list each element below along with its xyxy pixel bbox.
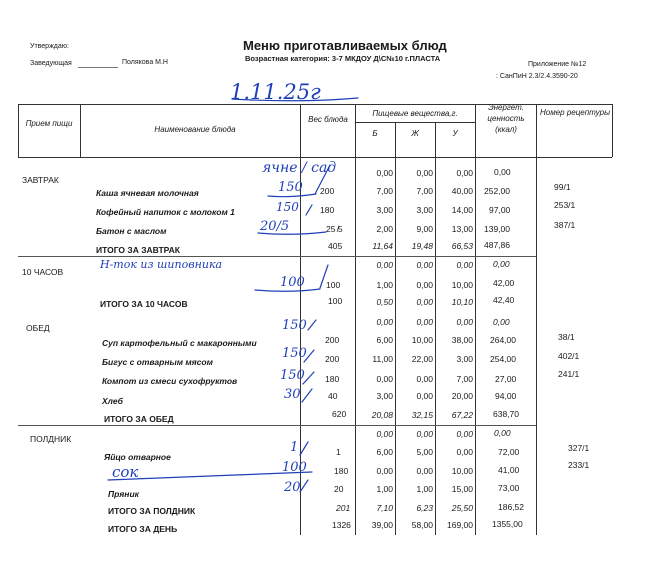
cell-kcal: 638,70 xyxy=(493,409,519,419)
section-breakfast: ЗАВТРАК xyxy=(22,175,59,185)
cell-zh: 0,00 xyxy=(416,466,433,476)
cell-recipe: 233/1 xyxy=(568,460,590,470)
pen-underline xyxy=(268,194,316,197)
cell-recipe: 253/1 xyxy=(554,200,576,210)
cell-kcal: 94,00 xyxy=(495,391,517,401)
pen-slash xyxy=(304,350,314,362)
cell-weight: 25 ̸5 xyxy=(326,224,343,234)
cell-u: 0,00 xyxy=(456,447,473,457)
cell-zh: 6,23 xyxy=(416,503,433,513)
header-dish: Наименование блюда xyxy=(154,125,236,134)
cell-u: 169,00 xyxy=(447,520,473,530)
cell-u: 15,00 xyxy=(451,484,473,494)
header-zh: Ж xyxy=(411,129,419,138)
cell-zh: 22,00 xyxy=(411,354,433,364)
handwritten-ten-note: Н-ток из шиповника xyxy=(100,258,223,271)
cell-zh: 1,00 xyxy=(416,484,433,494)
dish-name: Каша ячневая молочная xyxy=(96,188,199,198)
handwritten-weight: 1 xyxy=(290,440,299,455)
pen-slash xyxy=(306,205,312,215)
header-u: У xyxy=(452,129,458,138)
page-subtitle: Возрастная категория: 3-7 МКДОУ Д\С№10 г.ПЛАСТА xyxy=(245,54,441,63)
cell-kcal: 0,00 xyxy=(493,317,510,327)
cell-u: 13,00 xyxy=(451,224,473,234)
handwritten-weight: 30 xyxy=(284,387,301,402)
dish-name: Кофейный напиток с молоком 1 xyxy=(96,207,235,217)
section-snack: ПОЛДНИК xyxy=(30,434,72,444)
cell-zh: 9,00 xyxy=(416,224,433,234)
total-name: ИТОГО ЗА ПОЛДНИК xyxy=(108,506,196,516)
cell-kcal: 0,00 xyxy=(494,167,511,177)
dish-name: Хлеб xyxy=(102,396,123,406)
cell-recipe: 241/1 xyxy=(558,369,580,379)
pen-slash xyxy=(308,320,316,330)
header-b: Б xyxy=(372,129,378,138)
dish-name: Пряник xyxy=(108,489,139,499)
cell-kcal: 72,00 xyxy=(498,447,520,457)
head-name: Полякова М.Н xyxy=(122,59,168,66)
pen-underline xyxy=(108,472,312,480)
cell-b: 2,00 xyxy=(376,224,393,234)
cell-b: 11,64 xyxy=(372,241,393,251)
total-name: ИТОГО ЗА ЗАВТРАК xyxy=(96,245,180,255)
cell-weight: 620 xyxy=(332,409,347,419)
cell-b: 11,00 xyxy=(372,354,393,364)
cell-zh: 3,00 xyxy=(416,205,433,215)
cell-u: 67,22 xyxy=(451,410,473,420)
cell-zh: 5,00 xyxy=(416,447,433,457)
cell-weight: 1326 xyxy=(332,520,351,530)
cell-kcal: 186,52 xyxy=(498,502,524,512)
handwritten-weight: 20/5 xyxy=(260,219,290,234)
cell-zh: 0,00 xyxy=(416,391,433,401)
total-name: ИТОГО ЗА ДЕНЬ xyxy=(108,524,178,534)
pen-slash xyxy=(320,265,328,288)
cell-weight: 200 xyxy=(320,186,335,196)
cell-kcal: 254,00 xyxy=(490,354,516,364)
cell-weight: 180 xyxy=(320,205,335,215)
handwritten-weight: 150 xyxy=(278,180,303,195)
pen-slash xyxy=(302,389,312,402)
cell-u: 38,00 xyxy=(451,335,473,345)
cell-zh: 32,15 xyxy=(411,410,433,420)
cell-kcal: 1355,00 xyxy=(492,519,523,529)
appendix-label: Приложение №12 xyxy=(528,61,587,68)
cell-kcal: 42,40 xyxy=(493,295,515,305)
cell-kcal: 0,00 xyxy=(493,259,510,269)
cell-b: 39,00 xyxy=(371,520,393,530)
cell-u: 0,00 xyxy=(456,260,473,270)
cell-u: 14,00 xyxy=(451,205,473,215)
cell-kcal: 73,00 xyxy=(498,483,520,493)
cell-kcal: 0,00 xyxy=(494,428,511,438)
cell-b: 3,00 xyxy=(376,205,393,215)
cell-u: 0,00 xyxy=(456,317,473,327)
cell-zh: 19,48 xyxy=(411,241,433,251)
cell-kcal: 27,00 xyxy=(495,374,517,384)
cell-b: 0,00 xyxy=(376,429,393,439)
cell-b: 7,10 xyxy=(376,503,393,513)
handwritten-weight: 150 xyxy=(280,368,305,383)
pen-underline xyxy=(258,232,326,234)
cell-zh: 0,00 xyxy=(416,168,433,178)
cell-zh: 0,00 xyxy=(416,317,433,327)
approve-label: Утверждаю: xyxy=(30,43,69,50)
handwritten-weight: 100 xyxy=(280,275,305,290)
cell-weight: 201 xyxy=(336,503,351,513)
sanpin-label: : СанПиН 2.3/2.4.3590-20 xyxy=(496,73,578,80)
cell-u: 0,00 xyxy=(456,168,473,178)
section-lunch: ОБЕД xyxy=(26,323,50,333)
total-name: ИТОГО ЗА 10 ЧАСОВ xyxy=(100,299,188,309)
cell-zh: 58,00 xyxy=(411,520,433,530)
cell-weight: 100 xyxy=(328,296,343,306)
cell-b: 6,00 xyxy=(376,335,393,345)
page-title: Меню приготавливаемых блюд xyxy=(243,38,447,53)
cell-weight: 1 xyxy=(336,447,341,457)
cell-u: 7,00 xyxy=(456,374,473,384)
cell-u: 3,00 xyxy=(456,354,473,364)
header-meal: Прием пищи xyxy=(25,119,73,128)
cell-zh: 10,00 xyxy=(411,335,433,345)
cell-b: 1,00 xyxy=(376,280,393,290)
handwritten-breakfast-note: ячне / сад xyxy=(262,160,337,176)
cell-weight: 180 xyxy=(325,374,340,384)
cell-zh: 0,00 xyxy=(416,429,433,439)
cell-u: 10,00 xyxy=(451,466,473,476)
dish-name: Компот из смеси сухофруктов xyxy=(102,376,238,386)
handwritten-weight: 100 xyxy=(282,460,307,475)
cell-kcal: 264,00 xyxy=(490,335,516,345)
cell-weight: 405 xyxy=(328,241,343,251)
cell-kcal: 42,00 xyxy=(493,278,515,288)
cell-b: 0,00 xyxy=(376,260,393,270)
dish-name: Яйцо отварное xyxy=(104,452,171,462)
cell-u: 10,10 xyxy=(451,297,473,307)
cell-zh: 0,00 xyxy=(416,280,433,290)
handwritten-weight: 150 xyxy=(276,200,299,214)
date-underline xyxy=(232,98,358,101)
pen-slash xyxy=(300,480,308,492)
cell-weight: 200 xyxy=(325,335,340,345)
cell-b: 0,00 xyxy=(376,374,393,384)
header-weight: Вес блюда xyxy=(308,115,348,124)
cell-b: 20,08 xyxy=(371,410,393,420)
cell-recipe: 402/1 xyxy=(558,351,580,361)
handwritten-weight: 150 xyxy=(282,346,307,361)
cell-zh: 0,00 xyxy=(416,297,433,307)
dish-name: Бигус с отварным мясом xyxy=(102,357,213,367)
cell-b: 6,00 xyxy=(376,447,393,457)
handwritten-weight: 20 xyxy=(284,480,301,495)
cell-b: 0,00 xyxy=(376,168,393,178)
header-nutrients: Пищевые вещества,г. xyxy=(372,109,458,118)
cell-zh: 0,00 xyxy=(416,374,433,384)
cell-weight: 100 xyxy=(326,280,341,290)
total-name: ИТОГО ЗА ОБЕД xyxy=(104,414,174,424)
cell-u: 20,00 xyxy=(451,391,473,401)
cell-kcal: 139,00 xyxy=(484,224,510,234)
cell-u: 0,00 xyxy=(456,429,473,439)
cell-b: 7,00 xyxy=(376,186,393,196)
cell-b: 1,00 xyxy=(376,484,393,494)
cell-recipe: 99/1 xyxy=(554,182,571,192)
cell-recipe: 387/1 xyxy=(554,220,576,230)
cell-weight: 180 xyxy=(334,466,349,476)
cell-u: 66,53 xyxy=(451,241,473,251)
cell-weight: 20 xyxy=(334,484,344,494)
header-energy: Энергет. ценность (ккал) xyxy=(487,103,525,134)
cell-weight: 40 xyxy=(328,391,338,401)
cell-recipe: 327/1 xyxy=(568,443,590,453)
cell-recipe: 38/1 xyxy=(558,332,575,342)
cell-b: 3,00 xyxy=(376,391,393,401)
cell-kcal: 41,00 xyxy=(498,465,520,475)
cell-b: 0,00 xyxy=(376,466,393,476)
cell-kcal: 252,00 xyxy=(484,186,510,196)
cell-u: 40,00 xyxy=(451,186,473,196)
cell-zh: 0,00 xyxy=(416,260,433,270)
dish-name: Батон с маслом xyxy=(96,226,167,236)
pen-slash xyxy=(303,372,314,384)
section-ten: 10 ЧАСОВ xyxy=(22,267,64,277)
pen-slash xyxy=(315,165,330,194)
handwritten-weight: 150 xyxy=(282,318,307,333)
header-recipe: Номер рецептуры xyxy=(540,108,610,117)
handwritten-snack-note: сок xyxy=(112,463,139,481)
cell-b: 0,50 xyxy=(376,297,393,307)
handwritten-date: 1.11.25г xyxy=(230,80,321,104)
dish-name: Суп картофельный с макаронными xyxy=(102,338,257,348)
cell-weight: 200 xyxy=(325,354,340,364)
cell-zh: 7,00 xyxy=(416,186,433,196)
pen-underline xyxy=(255,289,320,291)
head-label: Заведующая xyxy=(30,60,72,67)
cell-u: 25,50 xyxy=(451,503,473,513)
cell-kcal: 97,00 xyxy=(489,205,511,215)
cell-u: 10,00 xyxy=(451,280,473,290)
cell-kcal: 487,86 xyxy=(484,240,510,250)
pen-slash xyxy=(300,442,308,455)
cell-b: 0,00 xyxy=(376,317,393,327)
